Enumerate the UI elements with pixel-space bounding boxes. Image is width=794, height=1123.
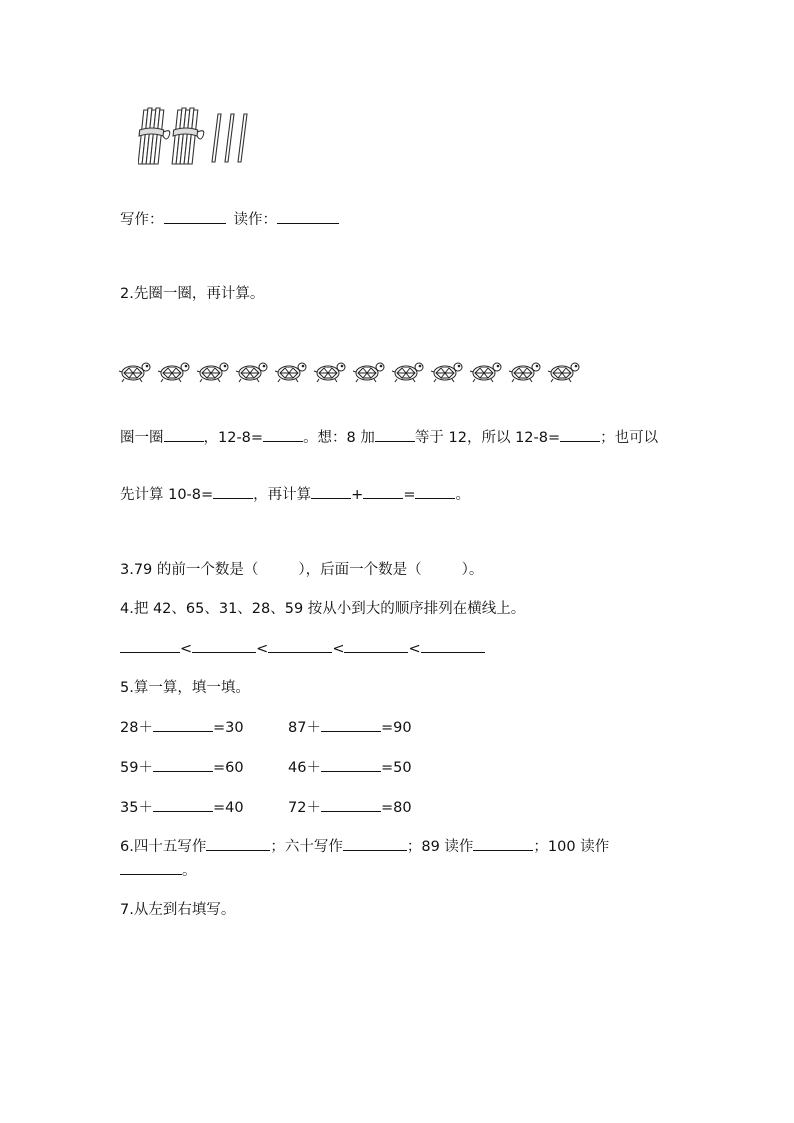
addend: 46＋ (288, 760, 321, 776)
answer-blank[interactable] (343, 836, 407, 851)
q2-text: 。想：8 加 (303, 430, 375, 446)
sum: =60 (212, 760, 244, 776)
q3-text: 3.79 的前一个数是（ (120, 562, 259, 578)
addition-blank[interactable] (153, 797, 213, 812)
less-than-sign: < (408, 641, 421, 657)
q5-row-1-right (288, 717, 412, 738)
turtle-icon (235, 358, 269, 384)
write-label: 写作： (120, 212, 164, 228)
addition-blank[interactable] (321, 717, 381, 732)
addend: 35＋ (120, 800, 153, 816)
turtle-icon (313, 358, 347, 384)
answer-blank[interactable] (213, 484, 253, 499)
q5-row-3-right (288, 797, 412, 818)
q6-line-2 (120, 860, 197, 881)
q2-text: 。 (455, 487, 470, 503)
addition-blank[interactable] (153, 757, 213, 772)
addend: 72＋ (288, 800, 321, 816)
q2-text: 先计算 10-8= (120, 487, 214, 503)
answer-blank[interactable] (311, 484, 351, 499)
turtle-icon (157, 358, 191, 384)
q3-text: ）。 (461, 562, 484, 578)
answer-blank[interactable] (375, 427, 415, 442)
q7-title: 7.从左到右填写。 (120, 902, 236, 918)
turtle-icon (274, 358, 308, 384)
q2-text: 圈一圈 (120, 430, 164, 446)
q6-text: 。 (182, 863, 197, 879)
q2-text: 等于 12，所以 12-8= (414, 430, 561, 446)
answer-blank[interactable] (120, 860, 182, 875)
addition-blank[interactable] (321, 757, 381, 772)
q2-line-2 (120, 484, 470, 505)
q2-text: ，12-8= (203, 430, 264, 446)
addend: 28＋ (120, 720, 153, 736)
order-blank[interactable] (421, 638, 485, 653)
turtle-icon (547, 358, 581, 384)
less-than-sign: < (332, 641, 345, 657)
equals-sign: = (403, 487, 416, 503)
q5-row-3-left (120, 797, 244, 818)
q5-row-2-left (120, 757, 244, 778)
answer-blank[interactable] (263, 427, 303, 442)
single-stick-icon (212, 114, 221, 162)
addend: 87＋ (288, 720, 321, 736)
addition-blank[interactable] (153, 717, 213, 732)
answer-blank[interactable] (415, 484, 455, 499)
order-blank[interactable] (344, 638, 408, 653)
q6-text: ；六十写作 (270, 839, 343, 855)
turtle-icon (118, 358, 152, 384)
stick-bundle-icon (138, 108, 172, 164)
q6-line-1 (120, 836, 609, 857)
q4-text: 4.把 42、65、31、28、59 按从小到大的顺序排列在横线上。 (120, 601, 526, 617)
q2-title: 2.先圈一圈，再计算。 (120, 286, 265, 302)
read-answer-blank[interactable] (277, 209, 339, 224)
q5-row-2-right (288, 757, 412, 778)
write-answer-blank[interactable] (164, 209, 226, 224)
q4-order-line (120, 638, 485, 659)
turtle-icon (196, 358, 230, 384)
order-blank[interactable] (268, 638, 332, 653)
plus-sign: + (351, 487, 364, 503)
sum: =80 (380, 800, 412, 816)
sum: =40 (212, 800, 244, 816)
q2-text: ，再计算 (253, 487, 312, 503)
sum: =50 (380, 760, 412, 776)
turtle-icon (508, 358, 542, 384)
turtle-icon (391, 358, 425, 384)
single-stick-icon (225, 114, 234, 162)
counting-sticks-image (138, 100, 253, 168)
less-than-sign: < (180, 641, 193, 657)
sum: =90 (380, 720, 412, 736)
q2-line-1 (120, 427, 658, 448)
sum: =30 (212, 720, 244, 736)
addition-blank[interactable] (321, 797, 381, 812)
less-than-sign: < (256, 641, 269, 657)
answer-blank[interactable] (206, 836, 270, 851)
q5-row-1-left (120, 717, 244, 738)
q5-title: 5.算一算，填一填。 (120, 680, 250, 696)
order-blank[interactable] (120, 638, 180, 653)
turtle-icon (352, 358, 386, 384)
q2-text: ；也可以 (600, 430, 659, 446)
answer-blank[interactable] (363, 484, 403, 499)
answer-blank[interactable] (473, 836, 533, 851)
turtle-icon (430, 358, 464, 384)
turtle-icon (469, 358, 503, 384)
q1-line (120, 209, 339, 230)
answer-blank[interactable] (560, 427, 600, 442)
q6-text: ；89 读作 (406, 839, 474, 855)
single-stick-icon (238, 114, 247, 162)
circle-count-blank[interactable] (164, 427, 204, 442)
q6-text: 6.四十五写作 (120, 839, 207, 855)
addend: 59＋ (120, 760, 153, 776)
read-label: 读作： (233, 212, 277, 228)
q3-line (120, 560, 483, 580)
q3-text: ），后面一个数是（ (298, 562, 422, 578)
q6-text: ；100 读作 (533, 839, 610, 855)
stick-bundle-icon (170, 108, 206, 164)
order-blank[interactable] (192, 638, 256, 653)
